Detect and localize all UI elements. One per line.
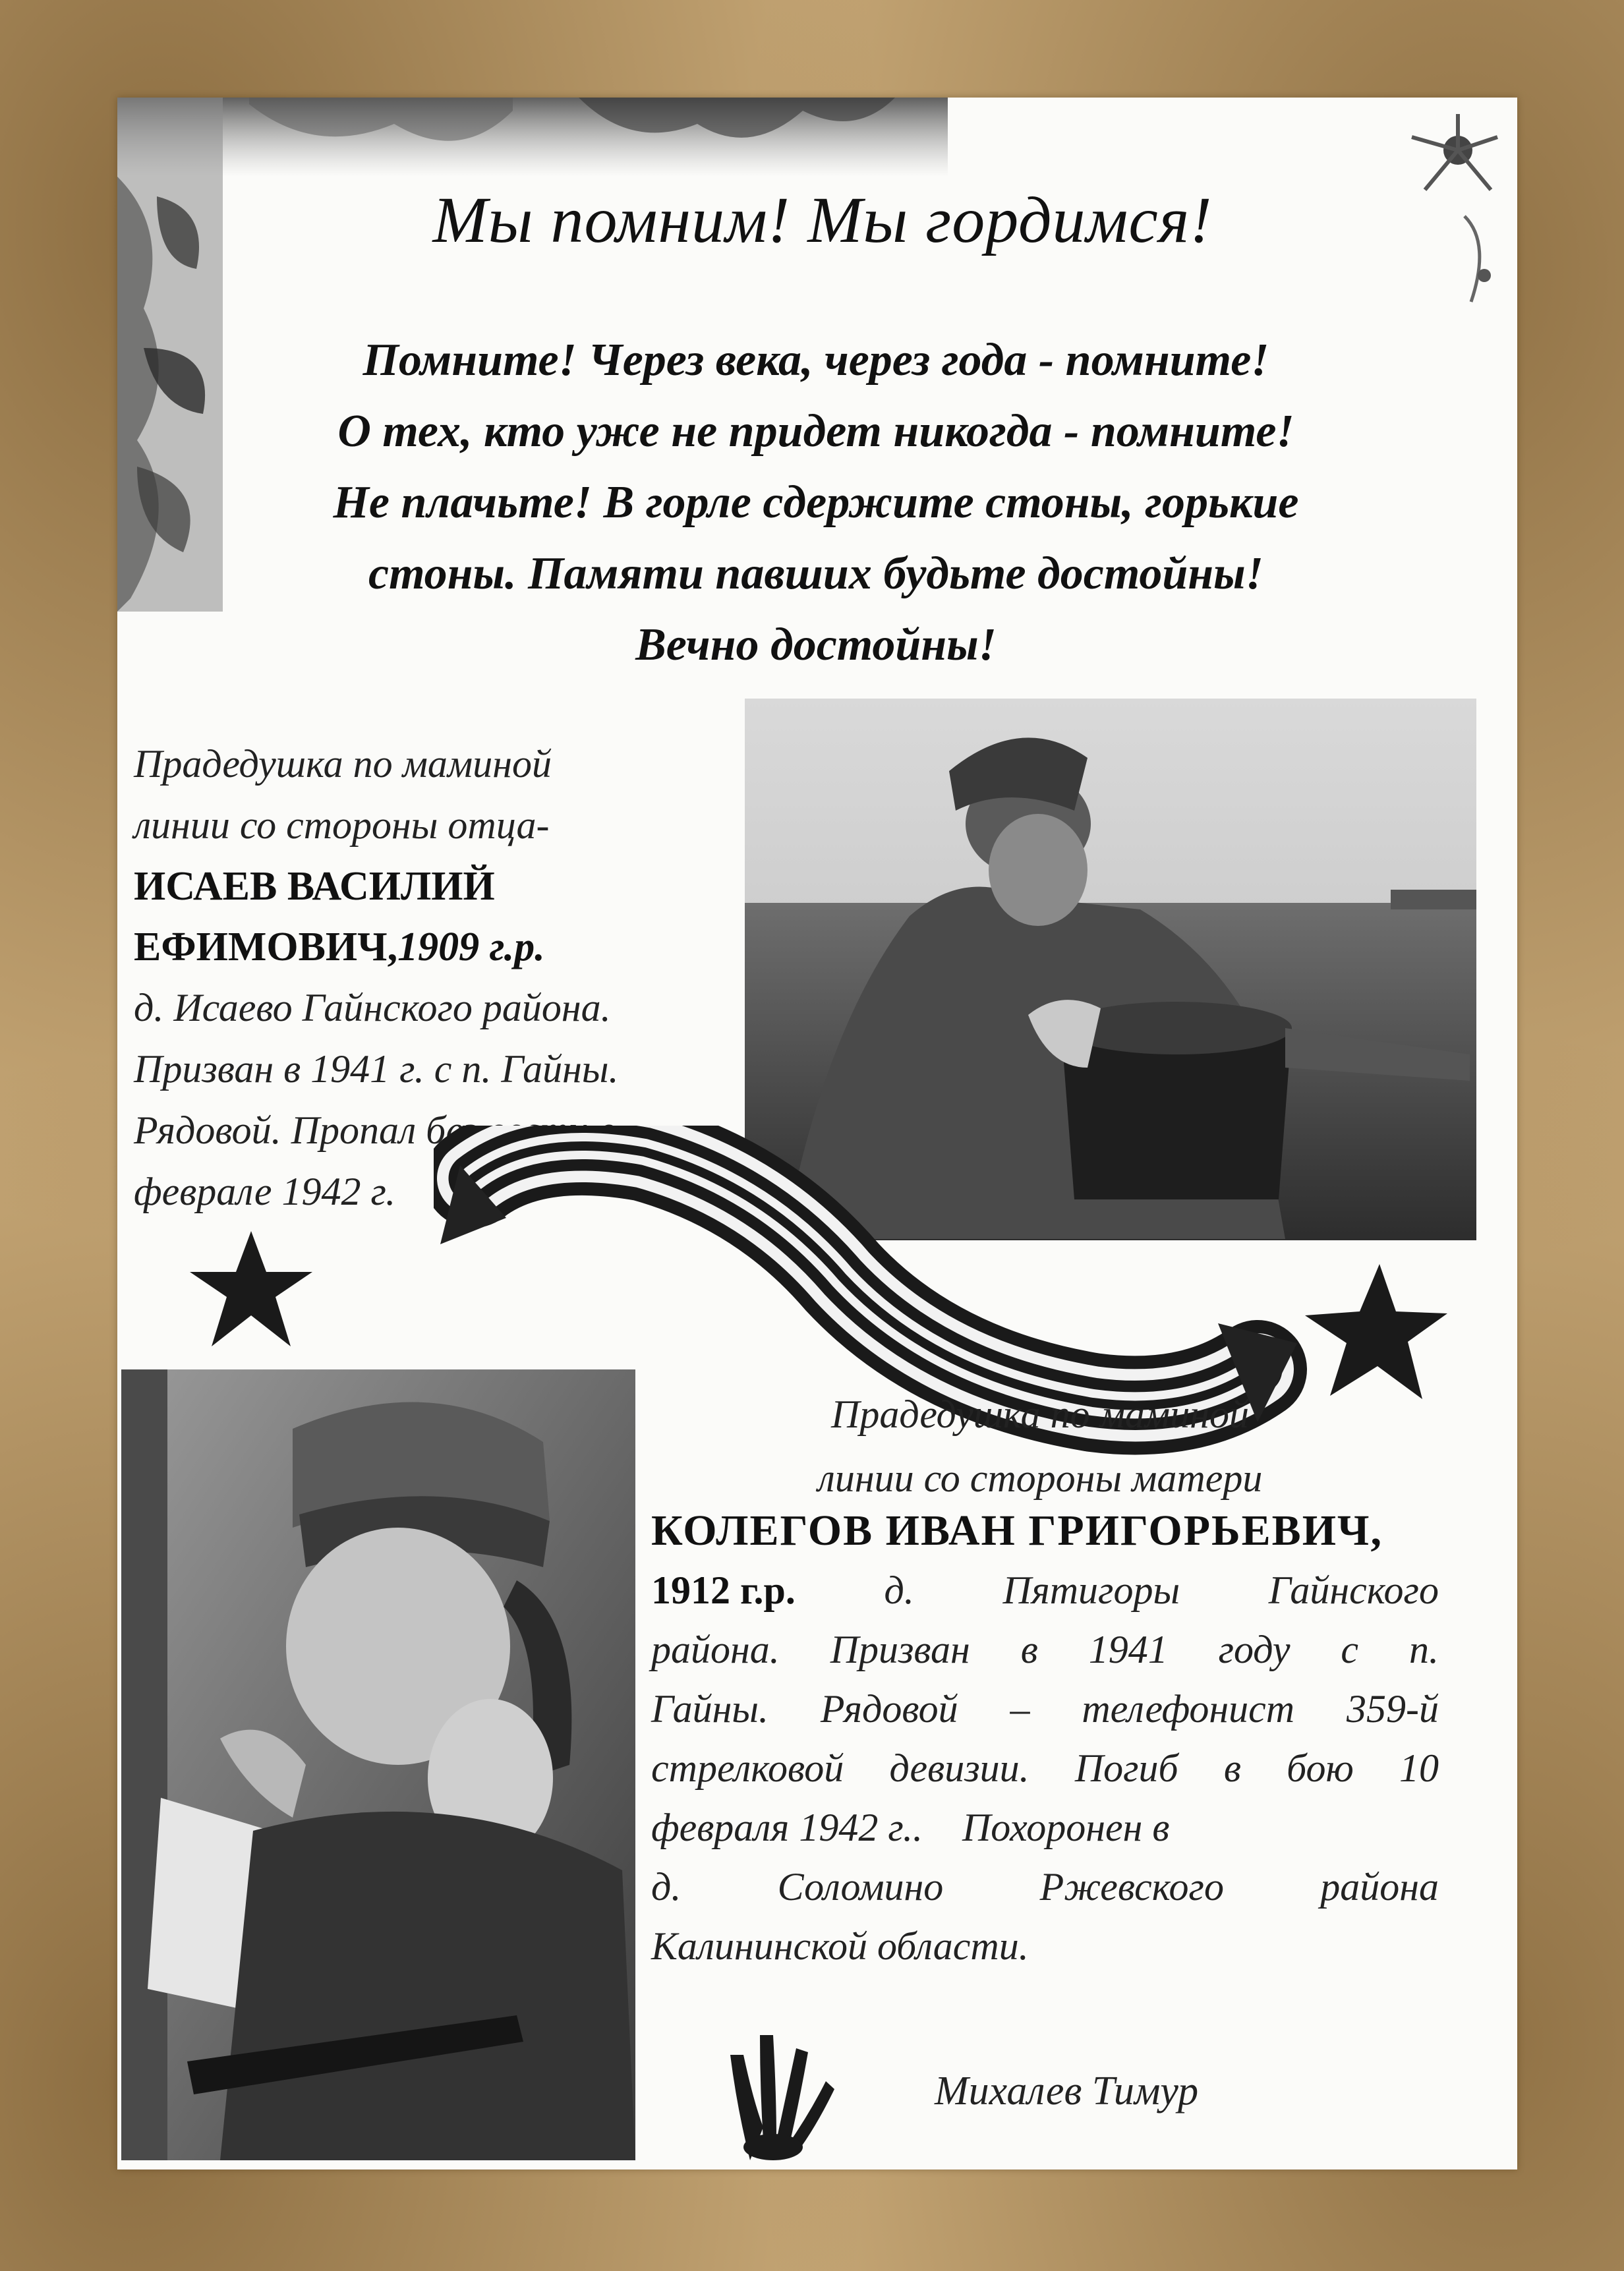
- soldier-photo-telephone: [121, 1369, 635, 2160]
- bio-birth-year: 1909 г.р.: [397, 925, 545, 969]
- bio-word: бою: [1287, 1746, 1354, 1790]
- bio-text-line: [651, 1561, 1439, 1620]
- poem-line: Вечно достойны!: [635, 619, 997, 670]
- bio-word: в: [1020, 1628, 1038, 1671]
- bio-text-line: д. Исаево Гайнского района.: [134, 986, 611, 1029]
- bio-word: д.: [884, 1568, 914, 1612]
- bio-word: в: [1223, 1746, 1241, 1790]
- bio-name: КОЛЕГОВ ИВАН ГРИГОРЬЕВИЧ,: [651, 1507, 1383, 1555]
- author-signature: Михалев Тимур: [935, 2069, 1199, 2113]
- bio-word: Пятигоры: [1002, 1568, 1180, 1612]
- bio-text-line: [651, 1857, 1439, 1916]
- bio-text-line: [651, 1739, 1439, 1798]
- bio-text-line: Рядовой. Пропал без вести в: [134, 1108, 616, 1152]
- bio-word: района: [1320, 1865, 1439, 1909]
- document-page: [117, 98, 1517, 2170]
- bio-name: ИСАЕВ ВАСИЛИЙ: [134, 864, 495, 909]
- handprint-icon: [724, 2028, 836, 2160]
- bio-word: Призван: [830, 1628, 970, 1671]
- star-icon: [188, 1231, 314, 1350]
- bio-text-line: феврале 1942 г.: [134, 1170, 396, 1213]
- flower-decoration-icon: [1399, 111, 1504, 308]
- bio-intro-line: Прадедушка по маминой: [134, 742, 552, 786]
- bio-text-line: [651, 1620, 1439, 1679]
- bio-birth-year: 1912 г.р.: [651, 1568, 796, 1612]
- bio-intro-line: линии со стороны отца-: [134, 803, 550, 847]
- bio-word: стрелковой: [651, 1746, 844, 1790]
- bio-name-part: ЕФИМОВИЧ,: [134, 925, 398, 969]
- bio-word: Ржевского: [1039, 1865, 1224, 1909]
- star-icon: [1304, 1264, 1449, 1402]
- bio-word: телефонист: [1082, 1687, 1295, 1731]
- bio-intro-line: Прадедушка по маминой: [831, 1393, 1249, 1436]
- bio-word: 1941: [1088, 1628, 1168, 1671]
- bio-kolegov-intro: [638, 1383, 1442, 1510]
- bio-text-line: [651, 1679, 1439, 1739]
- poem-block: [157, 325, 1475, 681]
- bio-word: Рядовой: [820, 1687, 958, 1731]
- bio-word: году: [1218, 1628, 1290, 1671]
- bio-word: Соломино: [777, 1865, 944, 1909]
- poem-line: Помните! Через века, через года - помните!: [362, 335, 1269, 386]
- bio-text-line: Призван в 1941 г. с п. Гайны.: [134, 1047, 619, 1091]
- bio-intro-line: линии со стороны матери: [817, 1456, 1263, 1500]
- bio-word: Гайны.: [651, 1687, 769, 1731]
- bio-word: –: [1010, 1687, 1030, 1731]
- bio-text-line: Калининской области.: [651, 1924, 1029, 1968]
- bio-kolegov: [651, 1501, 1439, 1976]
- bio-word: д.: [651, 1865, 682, 1909]
- bio-name-line2: [134, 917, 740, 977]
- bio-word: 10: [1399, 1746, 1439, 1790]
- bio-word: 359-й: [1347, 1687, 1439, 1731]
- bio-text-line: февраля 1942 г.. Похоронен в: [651, 1806, 1170, 1849]
- bio-word: девизии.: [889, 1746, 1030, 1790]
- bio-word: Гайнского: [1268, 1568, 1439, 1612]
- poem-line: стоны. Памяти павших будьте достойны!: [368, 548, 1263, 599]
- page-title: Мы помним! Мы гордимся!: [432, 183, 1213, 256]
- bio-word: п.: [1408, 1628, 1439, 1671]
- bio-word: района.: [651, 1628, 780, 1671]
- poem-line: Не плачьте! В горле сдержите стоны, горькие: [333, 477, 1299, 528]
- bio-word: Погиб: [1074, 1746, 1178, 1790]
- bio-word: с: [1341, 1628, 1359, 1671]
- poem-line: О тех, кто уже не придет никогда - помните!: [337, 406, 1294, 457]
